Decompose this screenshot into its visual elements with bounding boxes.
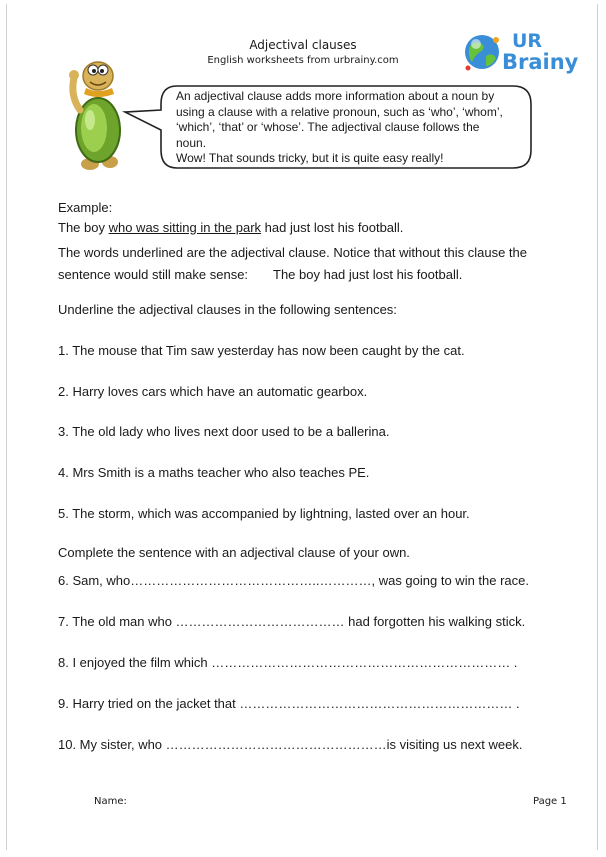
bubble-line: ‘which’, ‘that’ or ‘whose’. The adjectival clause follows the (176, 120, 480, 134)
completion-item-7: 7. The old man who ………………………………… had forgotten his walking stick. (58, 614, 526, 629)
exercise-item-4: 4. Mrs Smith is a maths teacher who also teaches PE. (58, 465, 370, 480)
exercise-item-1: 1. The mouse that Tim saw yesterday has now been caught by the cat. (58, 343, 465, 358)
exercise-item-2: 2. Harry loves cars which have an automatic gearbox. (58, 384, 368, 399)
section2-instruction: Complete the sentence with an adjectival clause of your own. (58, 545, 410, 560)
speech-bubble-text (176, 89, 521, 167)
footer-page-number: Page 1 (533, 796, 567, 807)
completion-item-6: 6. Sam, who……………………………………..…………, was going to win the race. (58, 573, 530, 588)
exercise-item-5: 5. The storm, which was accompanied by lightning, lasted over an hour. (58, 506, 470, 521)
example-explanation-sentence: The boy had just lost his football. (273, 267, 463, 282)
exercise-item-3: 3. The old lady who lives next door used to be a ballerina. (58, 424, 390, 439)
example-sentence-end: had just lost his football. (261, 220, 404, 235)
globe-logo-icon (462, 32, 502, 72)
footer-name-label: Name: (94, 796, 127, 807)
bubble-line: noun. (176, 135, 207, 150)
completion-item-10: 10. My sister, who ……………………………………………is visiting us next week. (58, 737, 523, 752)
urbrainy-logo (462, 30, 579, 78)
logo-text-brainy: Brainy (502, 50, 579, 74)
logo-text-ur: UR (512, 30, 543, 52)
worksheet-subtitle: English worksheets from urbrainy.com (207, 55, 399, 66)
tortoise-mascot-icon (62, 48, 134, 173)
bubble-line: using a clause with a relative pronoun, such as ‘who’, ‘whom’, (176, 104, 503, 119)
example-underlined-clause: who was sitting in the park (108, 220, 262, 235)
example-explanation-line2: sentence would still make sense: (58, 267, 249, 282)
completion-item-8: 8. I enjoyed the film which …………………………………………………………… . (58, 655, 518, 670)
example-sentence (58, 220, 403, 236)
section1-instruction: Underline the adjectival clauses in the following sentences: (58, 302, 397, 317)
bubble-line: An adjectival clause adds more information about a noun by (176, 89, 495, 103)
completion-item-9: 9. Harry tried on the jacket that ……………………………………………………… . (58, 696, 520, 711)
example-explanation-line1: The words underlined are the adjectival clause. Notice that without this clause the (58, 245, 527, 260)
worksheet-title: Adjectival clauses (249, 38, 357, 52)
example-sentence-start: The boy (58, 220, 109, 235)
example-heading: Example: (58, 200, 113, 215)
bubble-line: Wow! That sounds tricky, but it is quite easy really! (176, 151, 444, 165)
